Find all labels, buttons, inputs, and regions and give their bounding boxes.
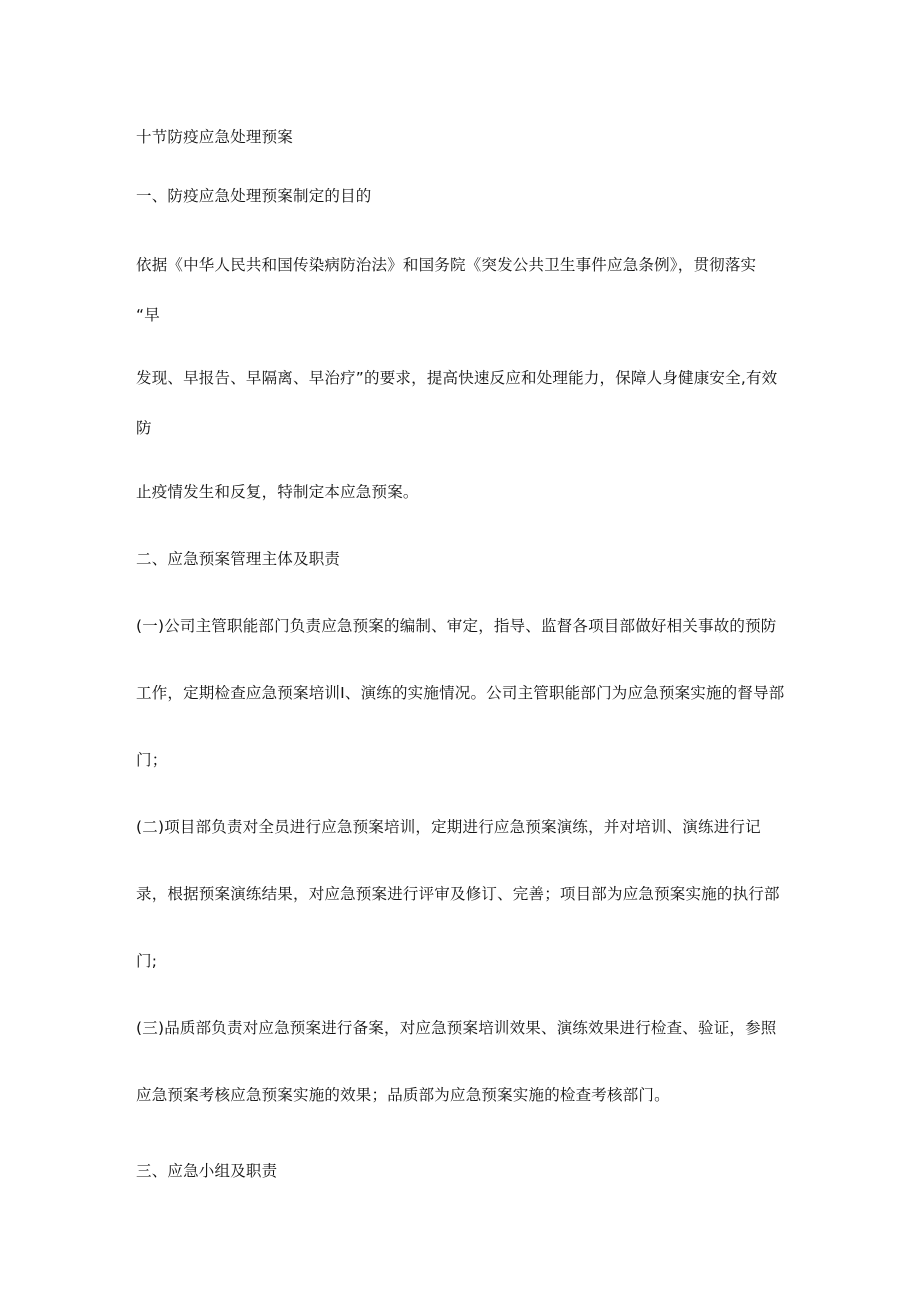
paragraph-line: 门; <box>136 952 158 970</box>
document-title: 十节防疫应急处理预案 <box>136 128 294 146</box>
paragraph-line: 录，根据预案演练结果，对应急预案进行评审及修订、完善；项目部为应急预案实施的执行部 <box>136 885 780 903</box>
paragraph-line: 止疫情发生和反复，特制定本应急预案。 <box>136 483 419 501</box>
paragraph-line: 发现、早报告、早隔离、早治疗”的要求，提高快速反应和处理能力，保障人身健康安全,有效 <box>136 369 778 387</box>
paragraph-line: 依据《中华人民共和国传染病防治法》和国务院《突发公共卫生事件应急条例》，贯彻落实 <box>136 256 757 274</box>
paragraph-line: “早 <box>136 306 160 324</box>
paragraph-line: (二)项目部负责对全员进行应急预案培训，定期进行应急预案演练，并对培训、演练进行记 <box>136 818 761 836</box>
paragraph-line: 工作，定期检查应急预案培训I、演练的实施情况。公司主管职能部门为应急预案实施的督导部 <box>136 684 785 702</box>
paragraph-line: 应急预案考核应急预案实施的效果；品质部为应急预案实施的检查考核部门。 <box>136 1086 670 1104</box>
section-heading-2: 二、应急预案管理主体及职责 <box>136 550 341 568</box>
section-heading-3: 三、应急小组及职责 <box>136 1162 278 1180</box>
paragraph-line: (三)品质部负责对应急预案进行备案，对应急预案培训效果、演练效果进行检查、验证，参照 <box>136 1019 777 1037</box>
paragraph-line: 门； <box>136 751 168 769</box>
paragraph-line: (一)公司主管职能部门负责应急预案的编制、审定，指导、监督各项目部做好相关事故的预防 <box>136 617 777 635</box>
paragraph-line: 防 <box>136 419 152 437</box>
section-heading-1: 一、防疫应急处理预案制定的目的 <box>136 187 372 205</box>
